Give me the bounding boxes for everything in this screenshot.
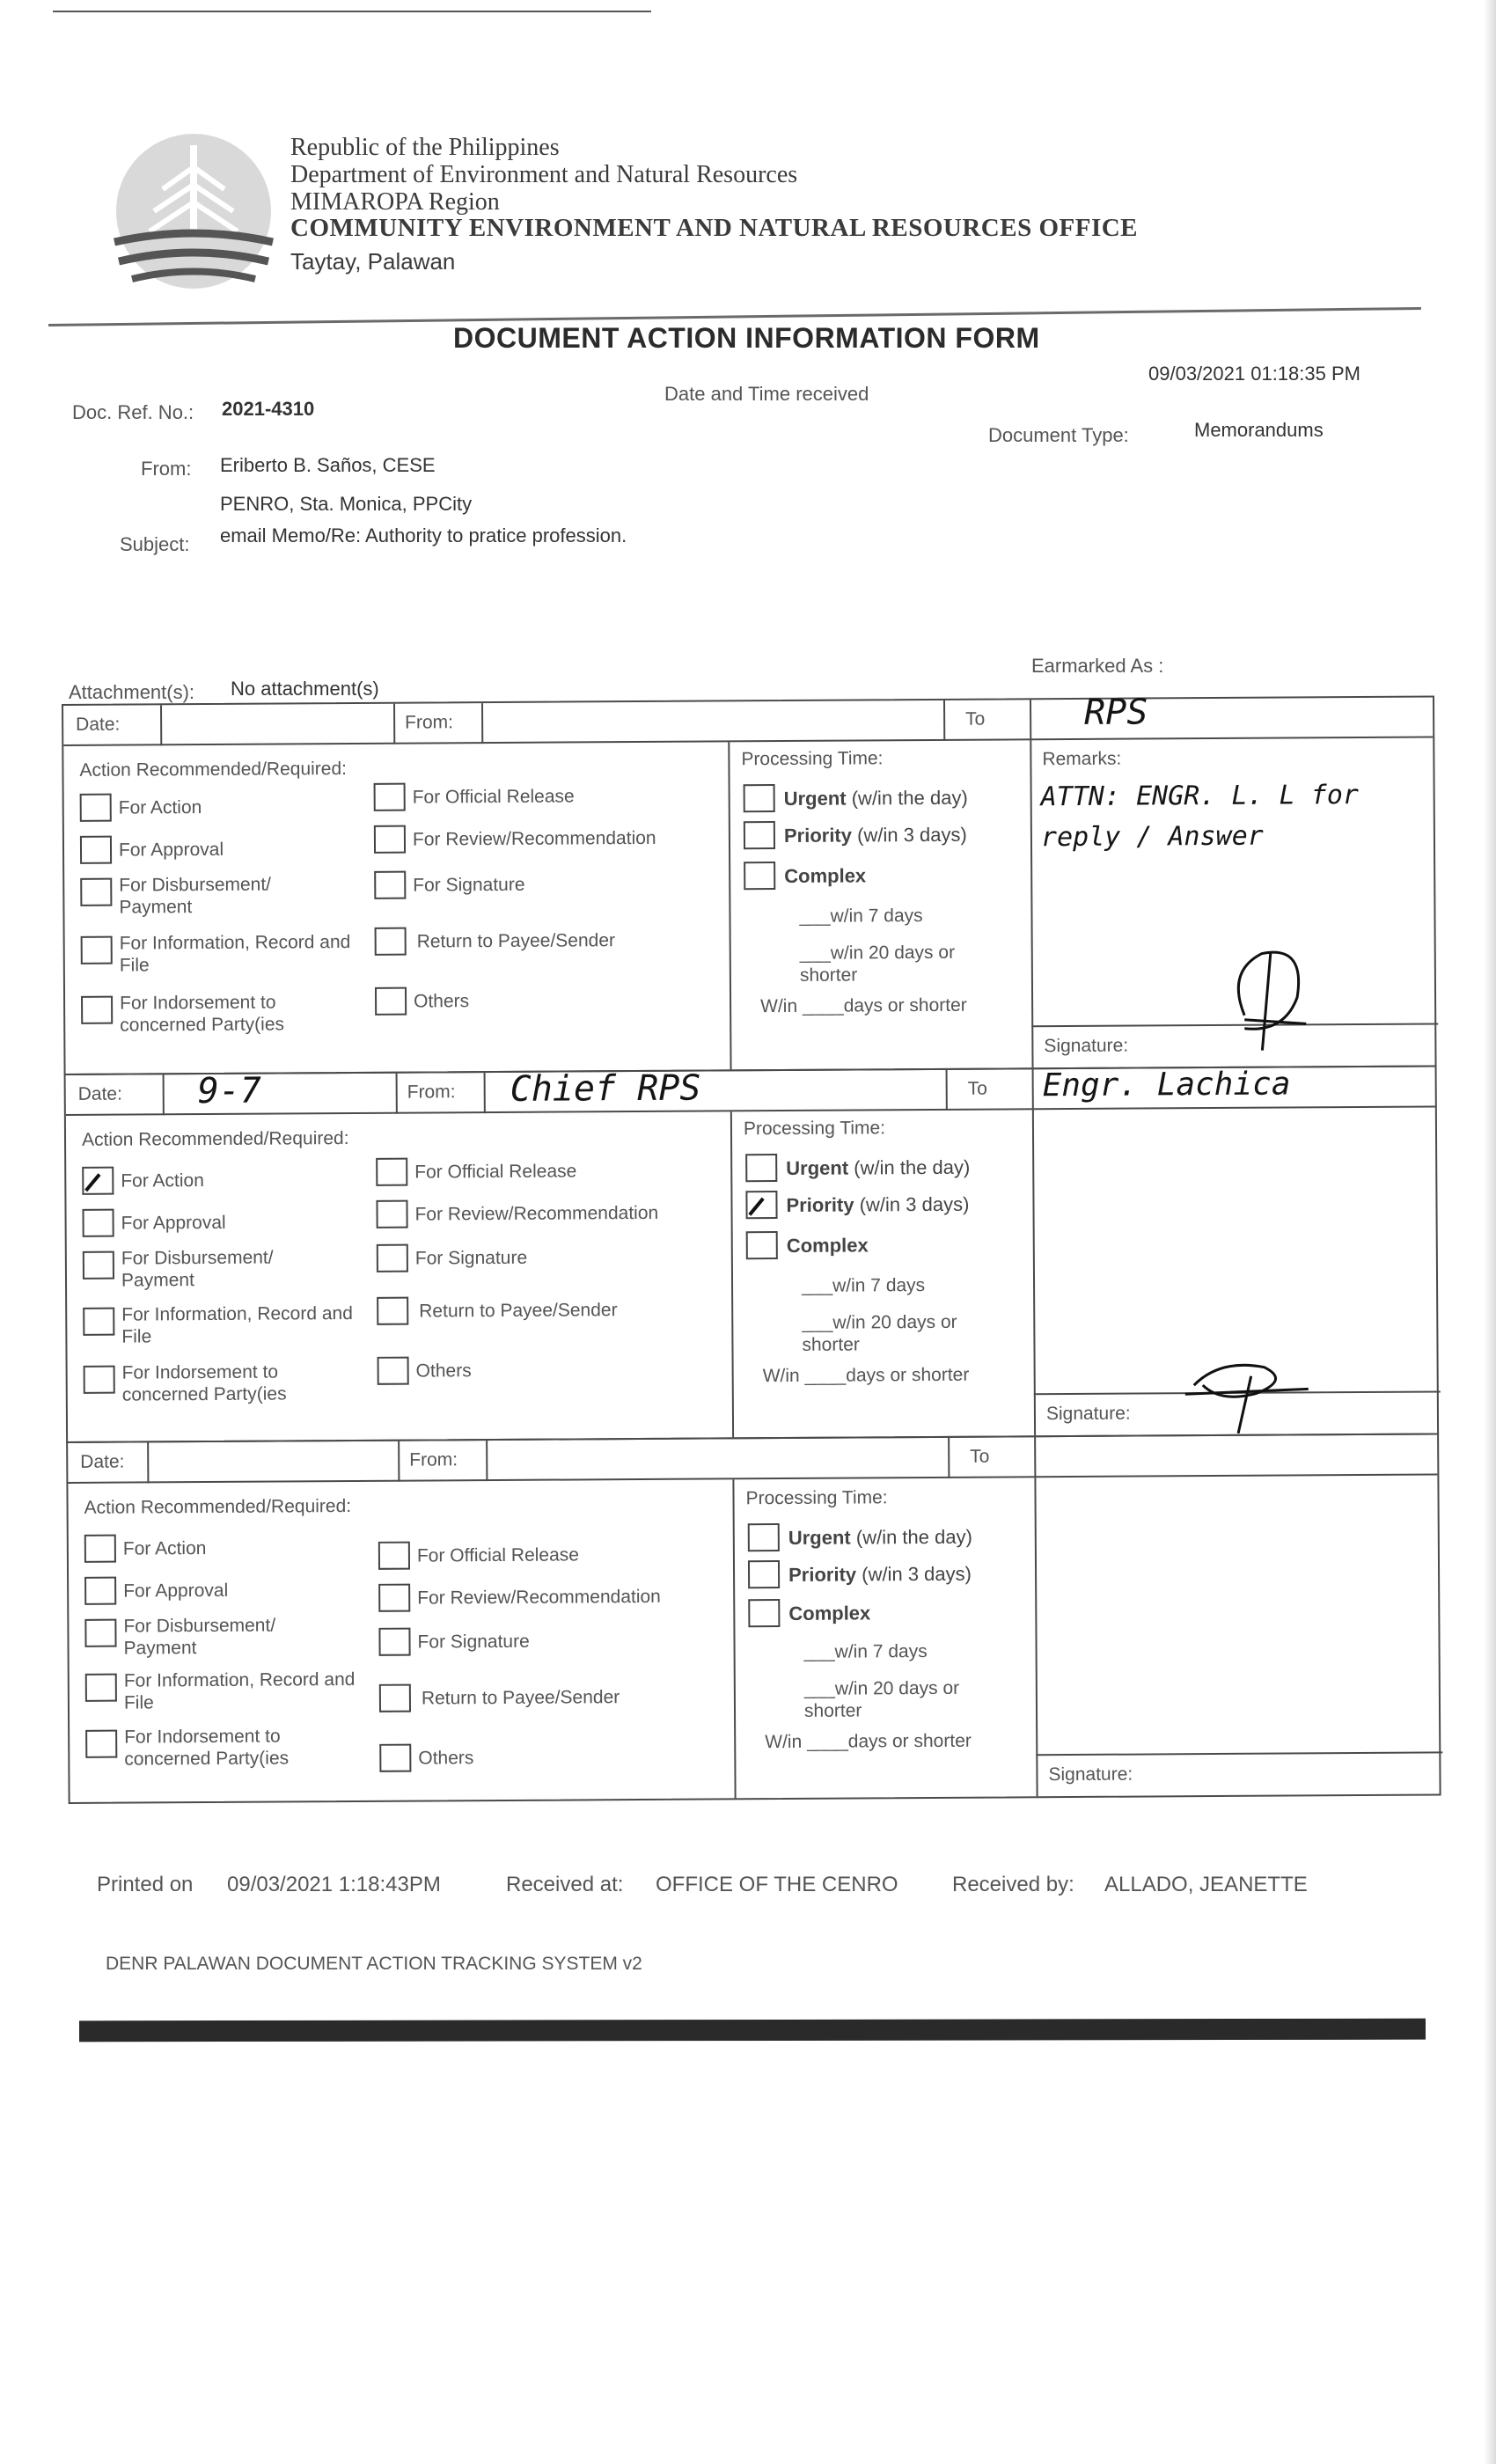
for-signature-checkbox[interactable] bbox=[378, 1628, 410, 1656]
for-indorsement-checkbox[interactable] bbox=[85, 1730, 117, 1758]
win-days-label: W/in ____days or shorter bbox=[762, 1364, 970, 1387]
for-information-checkbox[interactable] bbox=[81, 936, 113, 964]
for-action-checkbox[interactable] bbox=[84, 1535, 116, 1563]
urgent-label: Urgent bbox=[786, 1156, 849, 1179]
for-action-checkbox[interactable] bbox=[80, 794, 112, 822]
win20-label: ___w/in 20 days or shorter bbox=[802, 1311, 957, 1355]
priority-label: Priority bbox=[783, 824, 853, 847]
win20-label: ___w/in 20 days or shorter bbox=[799, 942, 956, 986]
scan-right-edge bbox=[1484, 0, 1496, 2464]
date-label: Date: bbox=[76, 714, 121, 735]
priority-note: (w/in 3 days) bbox=[857, 823, 967, 847]
system-name: DENR PALAWAN DOCUMENT ACTION TRACKING SYSTEM v2 bbox=[106, 1954, 642, 1974]
complex-checkbox[interactable] bbox=[744, 862, 775, 890]
subject-value: email Memo/Re: Authority to pratice profession. bbox=[220, 524, 627, 546]
action-title: Action Recommended/Required: bbox=[79, 759, 348, 781]
header-location: Taytay, Palawan bbox=[290, 248, 456, 275]
others-checkbox[interactable] bbox=[379, 1744, 411, 1772]
for-approval-checkbox[interactable] bbox=[80, 836, 112, 864]
remarks-value: ATTN: ENGR. L. L for reply / Answer bbox=[1040, 779, 1360, 854]
for-disbursement-label: For Disbursement/ Payment bbox=[119, 874, 272, 918]
for-signature-checkbox[interactable] bbox=[377, 1244, 408, 1272]
win7-label: ___w/in 7 days bbox=[799, 906, 923, 927]
urgent-checkbox[interactable] bbox=[744, 784, 775, 812]
for-approval-checkbox[interactable] bbox=[84, 1577, 116, 1605]
processing-title: Processing Time: bbox=[741, 748, 884, 770]
received-label: Date and Time received bbox=[664, 383, 869, 405]
signature-label: Signature: bbox=[1044, 1035, 1129, 1057]
to-value: Engr. Lachica bbox=[1042, 1066, 1291, 1104]
return-to-payee-label: Return to Payee/Sender bbox=[416, 930, 616, 952]
action-title: Action Recommended/Required: bbox=[84, 1496, 352, 1518]
for-official-release-checkbox[interactable] bbox=[374, 783, 406, 811]
urgent-note: (w/in the day) bbox=[851, 786, 968, 810]
for-information-label: For Information, Record and File bbox=[123, 1668, 356, 1713]
scan-top-edge bbox=[53, 11, 651, 12]
for-signature-label: For Signature bbox=[413, 874, 525, 896]
for-disbursement-label: For Disbursement/ Payment bbox=[121, 1247, 274, 1291]
for-disbursement-checkbox[interactable] bbox=[83, 1251, 114, 1280]
received-by-value: ALLADO, JEANETTE bbox=[1104, 1873, 1308, 1896]
earmarked-label: Earmarked As : bbox=[1031, 655, 1164, 677]
return-to-payee-checkbox[interactable] bbox=[375, 928, 407, 956]
win-days-label: W/in ____days or shorter bbox=[765, 1730, 972, 1753]
for-information-checkbox[interactable] bbox=[85, 1674, 117, 1702]
form-title: DOCUMENT ACTION INFORMATION FORM bbox=[453, 322, 1040, 354]
to-label: To bbox=[967, 1078, 987, 1099]
priority-note: (w/in 3 days) bbox=[862, 1562, 972, 1586]
for-information-checkbox[interactable] bbox=[83, 1308, 114, 1336]
others-label: Others bbox=[415, 1360, 472, 1382]
for-signature-label: For Signature bbox=[417, 1631, 530, 1653]
win7-label: ___w/in 7 days bbox=[803, 1641, 928, 1662]
for-information-label: For Information, Record and File bbox=[121, 1302, 353, 1347]
urgent-note: (w/in the day) bbox=[855, 1525, 972, 1549]
return-to-payee-label: Return to Payee/Sender bbox=[419, 1300, 618, 1322]
printed-value: 09/03/2021 1:18:43PM bbox=[227, 1873, 441, 1896]
for-disbursement-checkbox[interactable] bbox=[80, 878, 112, 906]
for-indorsement-label: For Indorsement to concerned Party(ies bbox=[120, 992, 285, 1036]
for-signature-checkbox[interactable] bbox=[374, 871, 406, 899]
processing-title: Processing Time: bbox=[743, 1118, 886, 1140]
remarks-label: Remarks: bbox=[1042, 748, 1122, 770]
for-official-release-checkbox[interactable] bbox=[378, 1542, 410, 1570]
action-title: Action Recommended/Required: bbox=[81, 1128, 349, 1150]
urgent-checkbox[interactable] bbox=[748, 1523, 780, 1551]
received-at-label: Received at: bbox=[506, 1873, 624, 1896]
for-information-label: For Information, Record and File bbox=[119, 931, 351, 976]
from-office: PENRO, Sta. Monica, PPCity bbox=[220, 493, 473, 515]
return-to-payee-label: Return to Payee/Sender bbox=[421, 1687, 620, 1709]
for-action-label: For Action bbox=[118, 797, 202, 818]
for-action-label: For Action bbox=[122, 1538, 207, 1559]
attachments-label: Attachment(s): bbox=[69, 681, 195, 703]
others-label: Others bbox=[418, 1748, 474, 1769]
complex-label: Complex bbox=[788, 1602, 871, 1624]
attachments-value: No attachment(s) bbox=[231, 678, 379, 700]
header-office: COMMUNITY ENVIRONMENT AND NATURAL RESOURCES OFFICE bbox=[290, 214, 1139, 242]
for-review-label: For Review/Recommendation bbox=[412, 827, 656, 850]
doc-ref-label: Doc. Ref. No.: bbox=[72, 401, 194, 423]
priority-checkbox[interactable] bbox=[744, 821, 775, 849]
signature-label: Signature: bbox=[1045, 1403, 1131, 1425]
win7-label: ___w/in 7 days bbox=[801, 1275, 926, 1296]
to-label: To bbox=[970, 1446, 990, 1467]
priority-checkbox[interactable] bbox=[745, 1191, 777, 1219]
for-review-checkbox[interactable] bbox=[376, 1200, 407, 1228]
win-days-label: W/in ____days or shorter bbox=[760, 994, 967, 1017]
scan-bottom-bar bbox=[79, 2019, 1426, 2042]
doc-type-value: Memorandums bbox=[1194, 419, 1324, 441]
others-checkbox[interactable] bbox=[378, 1357, 409, 1385]
for-review-label: For Review/Recommendation bbox=[414, 1202, 659, 1225]
for-action-checkbox[interactable] bbox=[82, 1167, 114, 1195]
for-indorsement-checkbox[interactable] bbox=[84, 1366, 115, 1394]
subject-label: Subject: bbox=[120, 533, 190, 555]
processing-title: Processing Time: bbox=[745, 1487, 888, 1509]
others-checkbox[interactable] bbox=[375, 987, 407, 1016]
for-disbursement-label: For Disbursement/ Payment bbox=[123, 1615, 276, 1659]
for-indorsement-label: For Indorsement to concerned Party(ies bbox=[121, 1361, 287, 1405]
from-label: From: bbox=[407, 1082, 456, 1103]
date-label: Date: bbox=[80, 1451, 125, 1472]
priority-label: Priority bbox=[786, 1193, 854, 1216]
printed-label: Printed on bbox=[97, 1873, 194, 1896]
from-label: From: bbox=[405, 712, 454, 733]
for-review-checkbox[interactable] bbox=[374, 825, 406, 854]
for-approval-label: For Approval bbox=[121, 1212, 226, 1234]
routing-section-2 bbox=[64, 1065, 1440, 1443]
urgent-label: Urgent bbox=[788, 1526, 851, 1549]
routing-section-3 bbox=[66, 1433, 1441, 1804]
complex-label: Complex bbox=[786, 1234, 869, 1257]
from-label: From: bbox=[141, 458, 192, 480]
date-value: 9-7 bbox=[197, 1070, 262, 1112]
received-value: 09/03/2021 01:18:35 PM bbox=[1148, 363, 1360, 385]
complex-checkbox[interactable] bbox=[746, 1231, 778, 1259]
header-department: Department of Environment and Natural Resources bbox=[290, 161, 798, 188]
complex-checkbox[interactable] bbox=[748, 1599, 780, 1627]
signature-label: Signature: bbox=[1048, 1764, 1133, 1786]
others-label: Others bbox=[414, 991, 470, 1012]
urgent-label: Urgent bbox=[783, 787, 847, 810]
for-approval-label: For Approval bbox=[118, 839, 224, 861]
routing-header-3 bbox=[68, 1434, 1437, 1484]
doc-ref-value: 2021-4310 bbox=[222, 398, 315, 420]
urgent-checkbox[interactable] bbox=[745, 1154, 777, 1182]
priority-checkbox[interactable] bbox=[748, 1560, 780, 1588]
for-official-release-label: For Official Release bbox=[416, 1544, 580, 1566]
header-region: MIMAROPA Region bbox=[290, 188, 500, 216]
received-by-label: Received by: bbox=[952, 1873, 1074, 1896]
routing-header-2 bbox=[66, 1067, 1435, 1116]
for-disbursement-checkbox[interactable] bbox=[84, 1619, 116, 1647]
from-value: Eriberto B. Saños, CESE bbox=[220, 454, 436, 476]
date-label: Date: bbox=[77, 1083, 122, 1104]
from-value: Chief RPS bbox=[510, 1067, 701, 1110]
return-to-payee-checkbox[interactable] bbox=[377, 1297, 408, 1325]
for-indorsement-checkbox[interactable] bbox=[81, 996, 113, 1024]
for-signature-label: For Signature bbox=[414, 1247, 528, 1269]
urgent-note: (w/in the day) bbox=[854, 1155, 971, 1179]
signature-mark bbox=[1167, 1340, 1326, 1438]
for-review-label: For Review/Recommendation bbox=[417, 1586, 661, 1609]
from-label: From: bbox=[409, 1449, 458, 1470]
received-at-value: OFFICE OF THE CENRO bbox=[656, 1873, 898, 1896]
priority-note: (w/in 3 days) bbox=[859, 1192, 970, 1216]
doc-type-label: Document Type: bbox=[988, 424, 1129, 446]
for-indorsement-label: For Indorsement to concerned Party(ies bbox=[124, 1726, 290, 1770]
to-value: RPS bbox=[1083, 692, 1148, 733]
return-to-payee-checkbox[interactable] bbox=[379, 1684, 411, 1712]
denr-logo bbox=[101, 128, 286, 304]
for-approval-label: For Approval bbox=[123, 1580, 229, 1602]
for-official-release-checkbox[interactable] bbox=[376, 1158, 407, 1186]
header-republic: Republic of the Philippines bbox=[290, 134, 560, 161]
for-official-release-label: For Official Release bbox=[414, 1161, 577, 1183]
signature-mark bbox=[1209, 935, 1333, 1060]
for-review-checkbox[interactable] bbox=[378, 1584, 410, 1612]
priority-label: Priority bbox=[788, 1563, 857, 1586]
complex-label: Complex bbox=[784, 864, 867, 887]
for-action-label: For Action bbox=[121, 1170, 204, 1192]
win20-label: ___w/in 20 days or shorter bbox=[803, 1677, 960, 1721]
for-official-release-label: For Official Release bbox=[412, 786, 575, 808]
for-approval-checkbox[interactable] bbox=[83, 1209, 114, 1237]
to-label: To bbox=[965, 708, 986, 730]
